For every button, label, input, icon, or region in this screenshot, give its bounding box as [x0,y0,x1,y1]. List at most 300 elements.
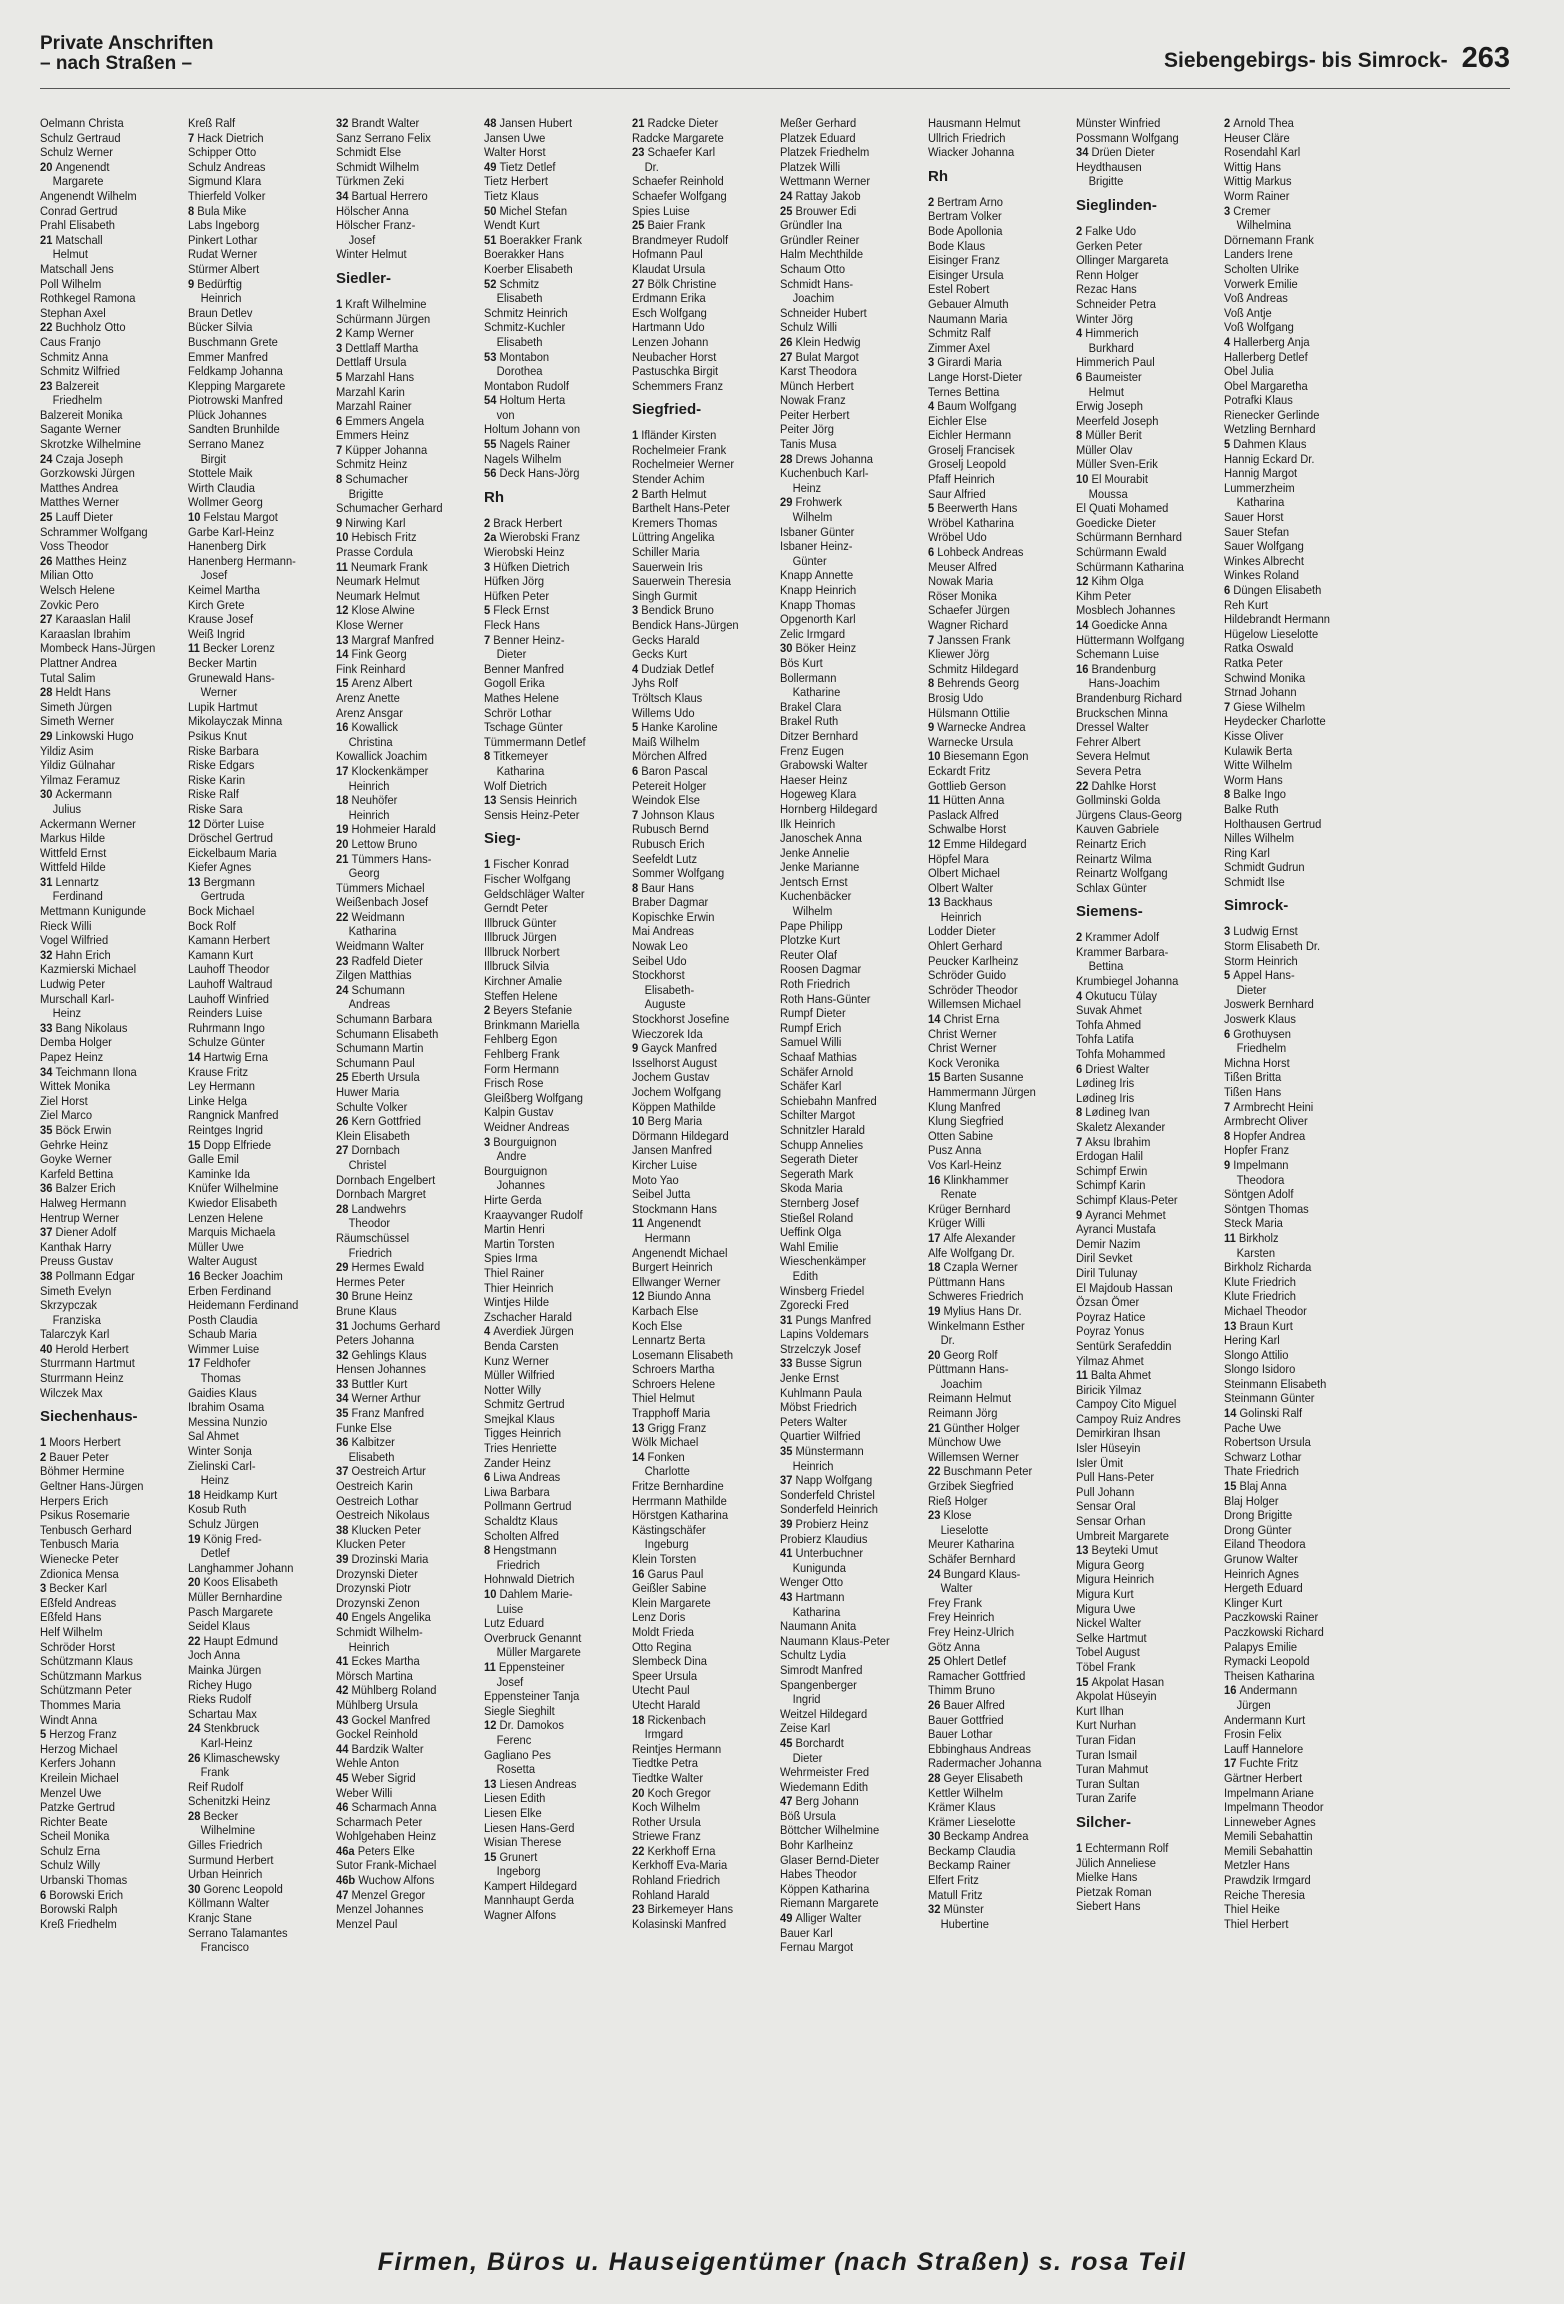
house-number: 28 [336,1201,352,1216]
directory-entry: 33 Bang Nikolaus [40,1020,128,1035]
directory-entry: Lødineg Iris [1076,1076,1135,1091]
directory-entry: 5 Fleck Ernst [484,603,550,618]
directory-entry: Zgorecki Fred [780,1298,849,1313]
directory-entry: Bock Rolf [188,918,236,933]
directory-entry: Müller Sven-Erik [1076,457,1158,472]
directory-entry: 44 Bardzik Walter [336,1741,424,1756]
directory-entry: Weißenbach Josef [336,895,429,910]
directory-entry: Reintjes Hermann [632,1741,722,1756]
directory-entry: 8 Balke Ingo [1224,787,1287,802]
directory-entry: Selke Hartmut [1076,1630,1147,1645]
directory-entry: Tißen Hans [1224,1085,1282,1099]
house-number: 26 [188,1750,204,1765]
directory-entry: 4 Dudziak Detlef [632,661,714,676]
directory-entry: Lenzen Johann [632,334,709,349]
directory-entry: Gerken Peter [1076,238,1143,253]
directory-entry: 29 Hermes Ewald [336,1260,425,1275]
directory-entry: 18 Heidkamp Kurt [188,1487,278,1502]
house-number: 39 [780,1517,796,1531]
directory-entry: Tanis Musa [780,437,837,452]
directory-entry: 7 Benner Heinz- [484,632,565,647]
directory-entry: Milian Otto [40,568,94,583]
directory-entry: Sonderfeld Heinrich [780,1502,878,1517]
directory-column [188,116,336,2236]
directory-entry: Dornbach Margret [336,1187,426,1202]
directory-entry: 7 Armbrecht Heini [1224,1099,1314,1114]
directory-entry: Schaefer Jürgen [928,603,1010,618]
directory-entry: 2 Kamp Werner [336,326,414,341]
directory-entry: Riemann Margarete [780,1896,879,1911]
directory-entry: 31 Lennartz [40,874,99,889]
directory-entry: Türkmen Zeki [336,174,405,189]
house-number: 9 [1224,1157,1234,1172]
house-number: 26 [780,334,796,349]
house-number: 13 [632,1420,648,1435]
house-number: 41 [336,1654,352,1669]
directory-entry: Klinger Kurt [1224,1595,1283,1610]
entry-continuation: Lieselotte [940,1522,989,1537]
directory-entry: Hirte Gerda [484,1192,542,1207]
entry-continuation: Katharina [496,763,545,778]
directory-entry: Klung Manfred [928,1099,1001,1114]
directory-entry: Münchow Uwe [928,1435,1002,1450]
directory-entry: Schürmann Bernhard [1076,530,1183,545]
directory-entry: Tohfa Ahmed [1076,1017,1142,1032]
house-number: 16 [632,1566,648,1581]
directory-entry: Simrodt Manfred [780,1662,863,1677]
street-heading: Siechenhaus- [40,1408,138,1426]
directory-entry: Knapp Thomas [780,597,856,612]
directory-entry: Wettmann Werner [780,174,871,189]
directory-entry: Platzek Willi [780,159,841,174]
house-number: 14 [1076,618,1092,632]
house-number: 21 [632,116,648,130]
directory-entry: Tries Henriette [484,1441,557,1456]
directory-entry: Nickel Walter [1076,1616,1142,1631]
directory-entry: 20 Georg Rolf [928,1347,998,1362]
directory-entry: Rangnick Manfred [188,1108,279,1123]
page-header [40,34,1510,84]
directory-entry: Reimann Jörg [928,1406,998,1421]
directory-entry: 3 Ludwig Ernst [1224,924,1298,939]
directory-entry: Meuser Alfred [928,559,997,574]
house-number: 4 [1076,988,1086,1003]
directory-entry: 55 Nagels Rainer [484,437,571,452]
directory-entry: 22 Buschmann Peter [928,1464,1033,1479]
directory-entry: Plück Johannes [188,407,267,422]
directory-entry: 28 Drews Johanna [780,451,873,466]
house-number: 37 [40,1225,56,1240]
entry-continuation: Friedrich [348,1245,392,1260]
directory-entry: Radcke Margarete [632,130,724,145]
entry-continuation: Karsten [1236,1245,1276,1260]
house-number: 43 [336,1712,352,1727]
directory-entry: Hörstgen Katharina [632,1508,729,1523]
directory-entry: 13 Liesen Andreas [484,1776,577,1791]
directory-entry: Goyke Werner [40,1152,112,1167]
directory-entry: 21 Radcke Dieter [632,116,719,130]
directory-entry: Koerber Elisabeth [484,261,573,276]
directory-entry: 26 Klimaschewsky [188,1750,280,1765]
house-number: 33 [336,1376,352,1391]
directory-entry: 7 Giese Wilhelm [1224,699,1306,714]
directory-entry: Ziel Marco [40,1108,93,1123]
directory-entry: 35 Böck Erwin [40,1122,112,1137]
house-number: 30 [40,787,56,802]
entry-continuation: Detlef [200,1546,230,1561]
directory-entry: Umbreit Margarete [1076,1528,1169,1543]
directory-entry: Braun Detlev [188,305,253,320]
directory-entry: Kerfers Johann [40,1756,116,1771]
directory-entry: Schmidt Ilse [1224,874,1285,889]
house-number: 2 [484,1003,494,1018]
directory-entry: Hölscher Franz- [336,218,416,233]
directory-entry: Schäfer Bernhard [928,1552,1016,1566]
directory-entry: Storm Elisabeth Dr. [1224,939,1321,954]
house-number: 33 [40,1020,56,1035]
directory-entry: Landers Irene [1224,247,1293,262]
directory-entry: Zilgen Matthias [336,968,412,983]
directory-entry: Plattner Andrea [40,655,117,670]
directory-entry: Nilles Wilhelm [1224,831,1295,846]
directory-entry: Möbst Friedrich [780,1400,857,1415]
directory-entry: Groselj Leopold [928,457,1007,472]
house-number: 11 [188,641,203,656]
directory-entry: Boerakker Hans [484,247,564,262]
directory-entry: 22 Kerkhoff Erna [632,1843,716,1858]
entry-continuation: Luise [496,1601,524,1616]
house-number: 36 [40,1181,56,1196]
entry-continuation: Walter [940,1581,973,1596]
directory-entry: Wehle Anton [336,1756,400,1771]
directory-entry: Stockhorst [632,968,685,983]
directory-entry: Tietz Herbert [484,174,549,189]
directory-entry: Schaub Maria [188,1327,257,1342]
directory-entry: Serrano Manez [188,437,265,452]
entry-continuation: Josef [348,232,376,247]
directory-entry: Galle Emil [188,1152,239,1167]
directory-entry: Krammer Barbara- [1076,944,1169,959]
directory-entry: Hensen Johannes [336,1362,426,1377]
directory-entry: Röser Monika [928,588,997,603]
entry-continuation: Ingeborg [496,1864,541,1879]
directory-entry: Kliewer Jörg [928,647,990,662]
directory-entry: Weiß Ingrid [188,626,245,641]
house-number: 35 [780,1444,796,1459]
directory-entry: Weindok Else [632,793,700,808]
directory-entry: Lenzen Helene [188,1210,264,1225]
house-number: 1 [484,857,494,872]
entry-continuation: Hermann [644,1230,691,1245]
footer-note: Firmen, Büros u. Hauseigentümer (nach Straßen) s. rosa Teil [377,2248,1187,2276]
directory-entry: Geldschläger Walter [484,886,585,901]
directory-entry: Poyraz Hatice [1076,1309,1146,1324]
directory-entry: Rother Ursula [632,1814,701,1829]
directory-entry: Psikus Rosemarie [40,1508,130,1523]
directory-entry: Esch Wolfgang [632,305,707,320]
directory-entry: 38 Klucken Peter [336,1522,421,1537]
directory-entry: 3 Hüfken Dietrich [484,559,570,574]
directory-entry: Klaudat Ursula [632,261,706,276]
directory-entry: Frisch Rose [484,1076,544,1091]
directory-entry: Pusz Anna [928,1143,982,1158]
directory-entry: Angenendt Wilhelm [40,188,137,203]
directory-entry: Kaminke Ida [188,1166,250,1181]
directory-entry: 3 Bourguignon [484,1134,557,1149]
directory-entry: Wröbel Katharina [928,515,1014,530]
directory-entry: Wölk Michael [632,1435,699,1450]
directory-entry: Scholten Ulrike [1224,261,1300,276]
directory-entry: 35 Münstermann [780,1444,864,1459]
directory-entry: Utecht Paul [632,1683,690,1698]
directory-entry: Steinmann Günter [1224,1391,1315,1406]
directory-entry: 11 Angenendt [632,1216,701,1231]
directory-entry: 14 Golinski Ralf [1224,1406,1303,1421]
directory-entry: Demir Nazim [1076,1236,1141,1251]
house-number: 5 [1224,437,1234,452]
directory-entry: Krämer Klaus [928,1800,996,1815]
directory-entry: Geißler Sabine [632,1581,707,1596]
house-number: 20 [188,1575,204,1590]
directory-entry: Böhmer Hermine [40,1464,125,1479]
directory-entry: 36 Kalbitzer [336,1435,395,1450]
directory-entry: Helf Wilhelm [40,1624,103,1639]
directory-entry: 13 Beyteki Umut [1076,1543,1158,1558]
directory-entry: Campoy Cito Miguel [1076,1397,1177,1412]
house-number: 1 [1076,1840,1086,1855]
directory-entry: 27 Bölk Christine [632,276,717,291]
directory-entry: Ellwanger Werner [632,1274,721,1289]
house-number: 34 [336,188,352,203]
directory-entry: Christ Werner [928,1041,997,1056]
house-number: 16 [188,1268,204,1283]
house-number: 56 [484,466,500,481]
directory-entry: Liesen Edith [484,1791,546,1806]
directory-entry: 17 Klockenkämper [336,763,429,778]
directory-entry: Pull Johann [1076,1484,1135,1499]
house-number: 23 [632,1902,648,1917]
directory-entry: Krüger Bernhard [928,1201,1011,1216]
entry-continuation: Julius [52,801,82,816]
directory-entry: Ibrahim Osama [188,1400,265,1415]
directory-entry: Worm Hans [1224,772,1283,787]
directory-entry: Zdionica Mensa [40,1566,119,1581]
directory-entry: Voß Andreas [1224,291,1288,306]
house-number: 8 [1224,1128,1234,1143]
directory-entry: 1 Fischer Konrad [484,857,569,872]
directory-entry: Krämer Lieselotte [928,1814,1016,1829]
directory-entry: Reiche Theresia [1224,1887,1305,1902]
directory-entry: Lauhoff Waltraud [188,977,273,992]
directory-entry: Marzahl Karin [336,384,405,399]
directory-entry: Knapp Heinrich [780,583,857,597]
directory-entry: 5 Marzahl Hans [336,369,415,384]
directory-entry: Brakel Ruth [780,714,839,729]
house-number: 34 [40,1064,56,1079]
directory-entry: Kirchner Amalie [484,974,563,989]
directory-entry: 10 Hebisch Fritz [336,530,417,545]
directory-entry: Quartier Wilfried [780,1429,861,1444]
directory-entry: 2 Brack Herbert [484,515,563,530]
directory-entry: Meßer Gerhard [780,116,857,130]
directory-entry: 7 Janssen Frank [928,632,1011,647]
directory-entry: Akpolat Hüseyin [1076,1689,1157,1704]
house-number: 6 [1076,1061,1086,1076]
entry-continuation: Hans-Joachim [1088,676,1160,691]
directory-entry: Weidmann Walter [336,939,425,954]
directory-entry: Neumark Helmut [336,574,420,589]
directory-entry: 25 Baier Frank [632,218,706,233]
directory-entry: Eisinger Franz [928,253,1000,268]
directory-entry: Schimpf Erwin [1076,1163,1148,1178]
entry-continuation: Theodor [348,1216,391,1231]
directory-entry: Bohr Karlheinz [780,1838,854,1853]
directory-entry: Ullrich Friedrich [928,130,1006,145]
house-number: 5 [1224,968,1234,983]
house-number: 49 [484,159,500,174]
directory-entry: Weitzel Hildegard [780,1706,868,1721]
directory-entry: Frey Heinz-Ulrich [928,1624,1015,1639]
directory-entry: 7 Johnson Klaus [632,807,715,822]
directory-entry: Naumann Klaus-Peter [780,1633,890,1648]
house-number: 5 [336,369,346,384]
directory-entry: Brandmeyer Rudolf [632,232,729,247]
house-number: 10 [336,530,352,545]
directory-entry: Müller Uwe [188,1239,244,1254]
directory-entry: Zelic Irmgard [780,626,846,641]
directory-entry: 5 Herzog Franz [40,1727,117,1742]
directory-entry: Brune Klaus [336,1303,397,1318]
house-number: 7 [928,632,938,647]
directory-entry: Andermann Kurt [1224,1712,1306,1727]
directory-entry: Isler Ümit [1076,1455,1124,1470]
house-number: 14 [1224,1406,1240,1421]
directory-entry: Mainka Jürgen [188,1662,262,1677]
directory-entry: 3 Bendick Bruno [632,603,714,618]
directory-entry: Dörnemann Frank [1224,232,1314,247]
directory-entry: 4 Himmerich [1076,326,1139,341]
entry-continuation: Joachim [792,291,835,306]
directory-entry: Mannhaupt Gerda [484,1893,574,1908]
directory-entry: Seefeldt Lutz [632,851,698,866]
directory-entry: Emmer Manfred [188,349,268,364]
directory-entry: Thier Heinrich [484,1280,554,1295]
directory-entry: Sagante Werner [40,422,122,437]
directory-entry: Probierz Klaudius [780,1531,868,1546]
directory-entry: Olbert Walter [928,880,994,895]
directory-entry: Pastuschka Birgit [632,364,719,379]
directory-entry: Peiter Jörg [780,422,834,437]
directory-entry: Krüger Willi [928,1216,986,1231]
house-number: 7 [484,632,494,647]
directory-entry: 16 Andermann [1224,1683,1298,1698]
entry-continuation: Wilhelm [792,904,833,919]
directory-entry: 23 Radfeld Dieter [336,953,423,968]
directory-entry: 5 Appel Hans- [1224,968,1295,983]
directory-entry: Mielke Hans [1076,1870,1138,1885]
directory-entry: Platzek Friedhelm [780,145,870,160]
directory-entry: Drong Günter [1224,1522,1292,1537]
directory-entry: Kiefer Agnes [188,860,252,875]
directory-entry: Obel Julia [1224,364,1274,379]
directory-entry: Hohnwald Dietrich [484,1572,575,1587]
directory-entry: Schützmann Markus [40,1668,142,1683]
directory-entry: Riske Barbara [188,743,259,758]
directory-entry: Overbruck Genannt [484,1630,582,1645]
directory-entry: Schumann Paul [336,1055,415,1070]
directory-entry: 28 Becker [188,1808,239,1823]
directory-entry: Kurt Nurhan [1076,1718,1137,1733]
directory-entry: Schilter Margot [780,1108,855,1123]
directory-entry: Knapp Annette [780,568,854,583]
directory-entry: Bauer Gottfried [928,1712,1004,1727]
directory-entry: Menzel Uwe [40,1785,102,1800]
directory-entry: Schmitz Anna [40,349,109,364]
directory-entry: Migura Georg [1076,1557,1145,1572]
directory-entry: Karaaslan Ibrahim [40,626,131,641]
directory-entry: Kock Veronika [928,1055,1000,1070]
entry-continuation: Elisabeth [348,1449,395,1464]
directory-entry: Schiebahn Manfred [780,1093,877,1108]
directory-entry: Schwind Monika [1224,670,1306,685]
directory-entry: Müller Wilfried [484,1368,555,1383]
directory-entry: Reh Kurt [1224,597,1269,612]
directory-entry: Kurt Ilhan [1076,1703,1124,1718]
directory-entry: Simeth Werner [40,714,115,729]
directory-entry: 43 Gockel Manfred [336,1712,431,1727]
directory-entry: 4 Averdiek Jürgen [484,1324,574,1339]
directory-entry: Hammermann Jürgen [928,1085,1036,1099]
directory-entry: Holthausen Gertrud [1224,816,1322,831]
directory-entry: Paczkowski Richard [1224,1624,1324,1639]
directory-entry: Steffen Helene [484,988,558,1003]
directory-entry: 23 Birkemeyer Hans [632,1902,734,1917]
directory-entry: Gottlieb Gerson [928,778,1007,793]
directory-entry: 16 Klinkhammer [928,1172,1009,1187]
directory-entry: 8 Bula Mike [188,203,247,218]
directory-entry: 14 Goedicke Anna [1076,618,1168,632]
entry-continuation: Müller Margarete [496,1645,581,1660]
house-number: 19 [336,822,352,837]
house-number: 15 [928,1070,944,1085]
directory-entry: Schlax Günter [1076,880,1147,895]
directory-entry: Strzelczyk Josef [780,1341,861,1356]
directory-entry: Feldkamp Johanna [188,364,283,379]
directory-entry: Rieck Willi [40,918,92,933]
directory-entry: Nowak Leo [632,939,688,954]
directory-entry: Erwig Joseph [1076,399,1143,414]
entry-continuation: Wilhelmina [1236,218,1292,233]
directory-entry: Schmitz Heinz [336,457,408,472]
directory-entry: Sauer Wolfgang [1224,539,1304,554]
directory-entry: Willemsen Werner [928,1449,1019,1464]
directory-entry: 12 Emme Hildegard [928,836,1027,851]
directory-entry: Schützmann Peter [40,1683,132,1698]
directory-entry: Balzereit Monika [40,407,123,422]
house-number: 48 [484,116,500,130]
directory-entry: Sauerwein Theresia [632,574,731,589]
directory-entry: 12 Dr. Damokos [484,1718,564,1733]
house-number: 24 [928,1566,944,1581]
directory-entry: Nagels Wilhelm [484,451,562,466]
directory-entry: Joswerk Klaus [1224,1012,1296,1027]
directory-entry: Wohlgehaben Heinz [336,1829,437,1844]
directory-entry: 34 Werner Arthur [336,1391,421,1406]
directory-entry: Stockhorst Josefine [632,1012,730,1027]
directory-entry: Keimel Martha [188,583,260,597]
directory-entry: Lupik Hartmut [188,699,258,714]
directory-entry: Pull Hans-Peter [1076,1470,1155,1485]
